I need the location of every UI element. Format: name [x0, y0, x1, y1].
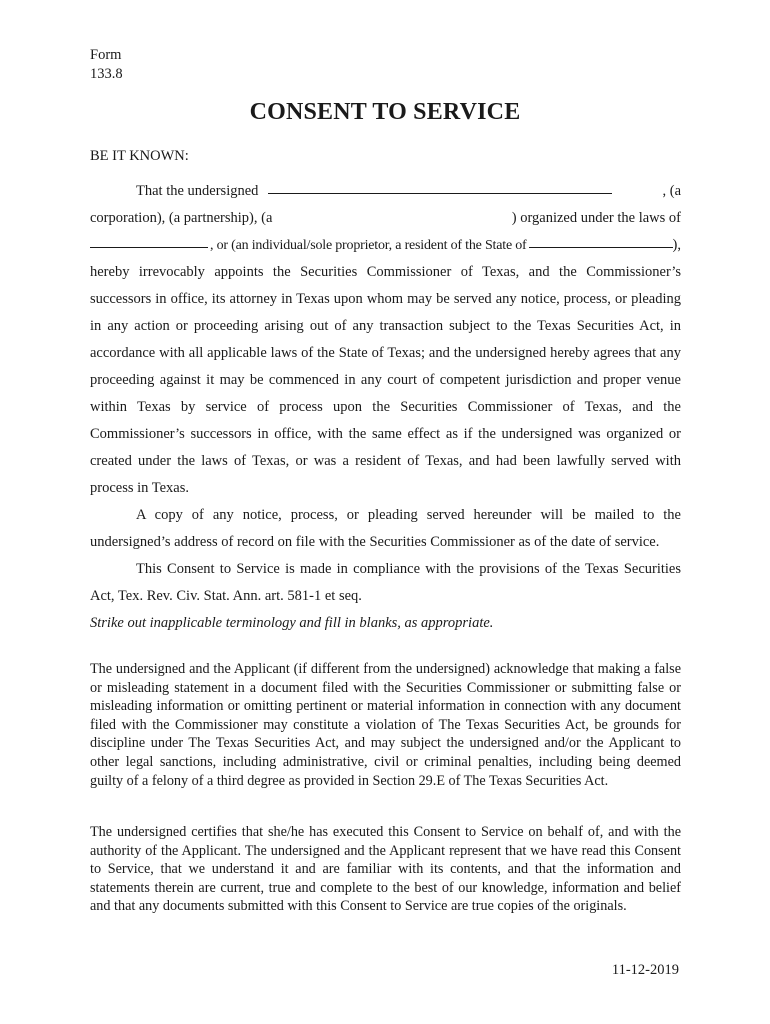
page-title: CONSENT TO SERVICE [249, 99, 521, 125]
line3-mid: , or (an individual/sole proprietor, a resident of the State of [210, 238, 527, 253]
certification-paragraph: The undersigned certifies that she/he has executed this Consent to Service on behalf of, and with the authority of the Applicant. The undersigned and the Applicant represent that we have read this Consent to Service, that we understand it and are familiar with its contents, and that the information and statements therein are current, true and complete to the best of our knowledge, information and belief and that any documents submitted with this Consent to Service are true copies of the originals. [90, 824, 681, 915]
line-undersigned [90, 178, 681, 205]
form-number: 133.8 [90, 66, 123, 82]
form-label: Form [90, 47, 122, 63]
intro-heading: BE IT KNOWN: [90, 148, 189, 164]
mailing-paragraph: A copy of any notice, process, or pleading served hereunder will be mailed to the undersigned’s address of record on file with the Securities Commissioner as of the date of service. [90, 507, 681, 550]
line2-end: ) organized under the laws of [511, 210, 681, 226]
acknowledgment-paragraph: The undersigned and the Applicant (if different from the undersigned) acknowledge that making a false or misleading statement in a document filed with the Securities Commissioner or submitting false or misleading information or omitting pertinent or material information in connection with any document filed with the Commissioner may constitute a violation of The Texas Securities Act, be grounds for discipline under The Texas Securities Act, and may subject the undersigned and/or the Applicant to other legal sanctions, including administrative, civil or criminal penalties, including being deemed guilty of a felony of a third degree as provided in Section 29.E of The Texas Securities Act. [90, 661, 681, 789]
resident-state-blank[interactable] [529, 232, 673, 248]
line1-end: , (a [662, 183, 681, 199]
consent-body [90, 178, 681, 637]
line1-start: That the undersigned [136, 183, 259, 199]
appointment-paragraph: hereby irrevocably appoints the Securities Commissioner of Texas, and the Commissioner’s successors in office, its attorney in Texas upon whom may be served any notice, process, or pleading in any action or proceeding arising out of any transaction subject to the Texas Securities Act, in accordance with all applicable laws of the State of Texas; and the undersigned hereby agrees that any proceeding against it may be commenced in any court of competent jurisdiction and proper venue within Texas by service of process upon the Securities Commissioner of Texas, and the Commissioner’s successors in office, with the same effect as if the undersigned was organized or created under the laws of Texas, or was a resident of Texas, and had been lawfully served with process in Texas. [90, 264, 681, 496]
line-entity-type [90, 205, 681, 232]
line-state [90, 232, 681, 259]
organized-state-blank[interactable] [90, 232, 208, 248]
entity-type-space[interactable] [276, 205, 507, 232]
form-identifier [90, 46, 123, 84]
revision-date: 11-12-2019 [611, 962, 679, 978]
instruction-text: Strike out inapplicable terminology and fill in blanks, as appropriate. [90, 615, 494, 631]
line3-end: ), [672, 237, 681, 253]
line2-start: corporation), (a partnership), (a [90, 210, 273, 226]
undersigned-name-blank[interactable] [268, 178, 612, 194]
compliance-paragraph: This Consent to Service is made in compliance with the provisions of the Texas Securities Act, Tex. Rev. Civ. Stat. Ann. art. 581-1 et seq. [90, 561, 681, 604]
